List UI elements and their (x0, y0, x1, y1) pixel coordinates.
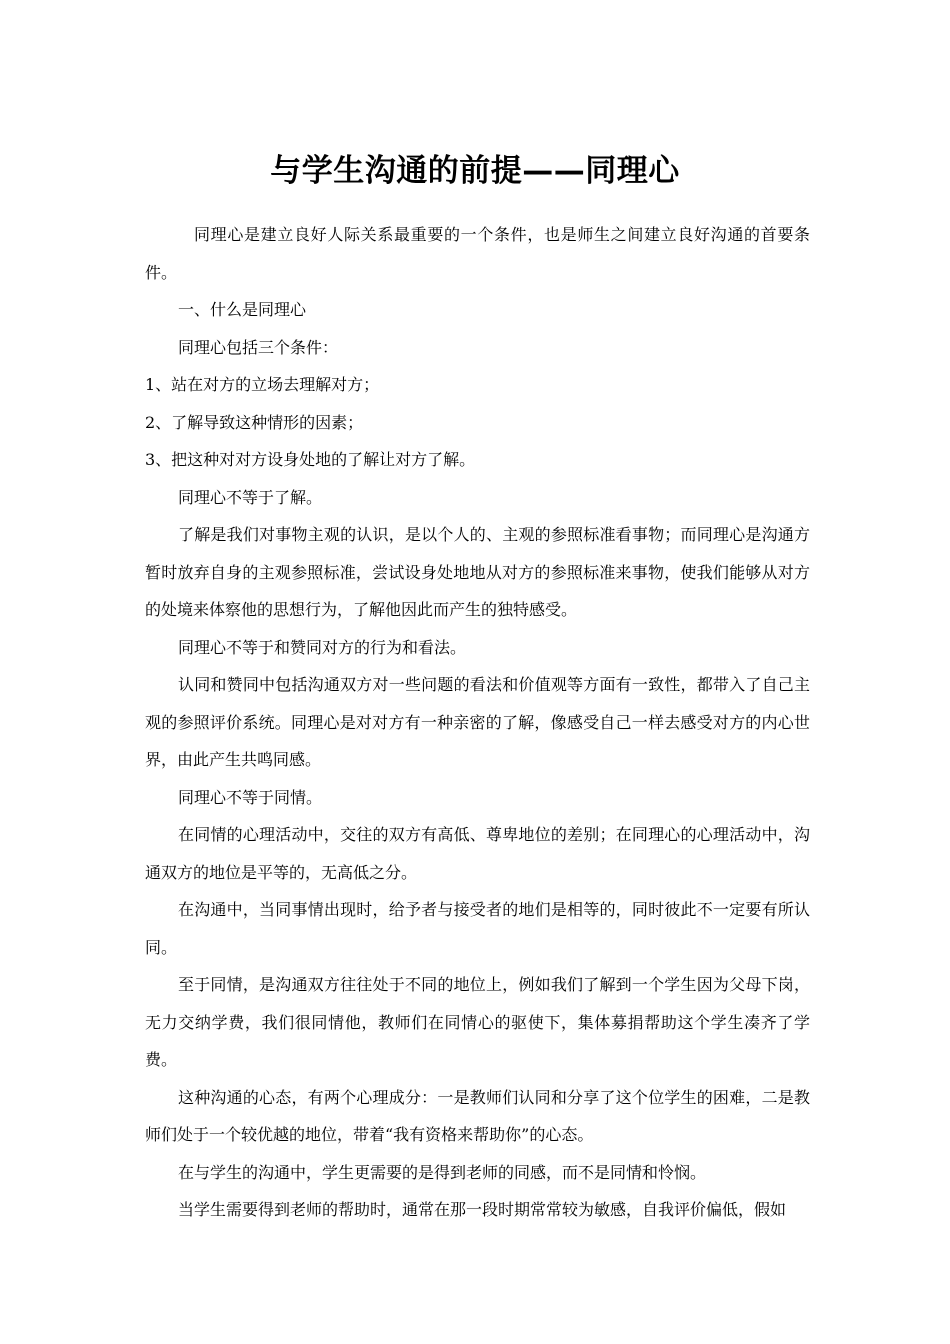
list-item: 2、了解导致这种情形的因素； (145, 412, 364, 432)
paragraph: 同理心不等于和赞同对方的行为和看法。 (178, 637, 467, 657)
section-heading: 一、什么是同理心 (178, 300, 307, 319)
paragraph: 同理心包括三个条件： (178, 337, 339, 357)
document-title: 与学生沟通的前提——同理心 (270, 152, 680, 189)
paragraph: 同理心不等于同情。 (178, 787, 323, 807)
document-body (145, 216, 810, 1229)
paragraph: 了解是我们对事物主观的认识，是以个人的、主观的参照标准看事物；而同理心是沟通方暂时放弃自身的主观参照标准，尝试设身处地地从对方的参照标准来事物，使我们能够从对方的处境来体察他的思想行为，了解他因此而产生的独特感受。 (145, 525, 810, 619)
paragraph: 这种沟通的心态，有两个心理成分：一是教师们认同和分享了这个位学生的困难，二是教师们处于一个较优越的地位，带着“我有资格来帮助你”的心态。 (145, 1087, 810, 1144)
list-item: 1、站在对方的立场去理解对方； (145, 375, 380, 394)
paragraph: 在沟通中，当同事情出现时，给予者与接受者的地们是相等的，同时彼此不一定要有所认同。 (145, 900, 810, 957)
paragraph: 认同和赞同中包括沟通双方对一些问题的看法和价值观等方面有一致性，都带入了自己主观的参照评价系统。同理心是对对方有一种亲密的了解，像感受自己一样去感受对方的内心世界，由此产生共鸣同感。 (145, 675, 810, 769)
paragraph: 在同情的心理活动中，交往的双方有高低、尊卑地位的差别；在同理心的心理活动中，沟通双方的地位是平等的，无高低之分。 (145, 825, 810, 882)
list-item: 3、把这种对对方设身处地的了解让对方了解。 (145, 450, 476, 469)
paragraph: 至于同情，是沟通双方往往处于不同的地位上，例如我们了解到一个学生因为父母下岗，无力交纳学费，我们很同情他，教师们在同情心的驱使下，集体募捐帮助这个学生凑齐了学费。 (145, 975, 810, 1069)
paragraph: 在与学生的沟通中，学生更需要的是得到老师的同感，而不是同情和怜悯。 (178, 1162, 707, 1182)
paragraph: 当学生需要得到老师的帮助时，通常在那一段时期常常较为敏感，自我评价偏低，假如 (178, 1200, 787, 1219)
paragraph-intro: 同理心是建立良好人际关系最重要的一个条件，也是师生之间建立良好沟通的首要条件。 (145, 225, 810, 282)
paragraph: 同理心不等于了解。 (178, 487, 323, 507)
